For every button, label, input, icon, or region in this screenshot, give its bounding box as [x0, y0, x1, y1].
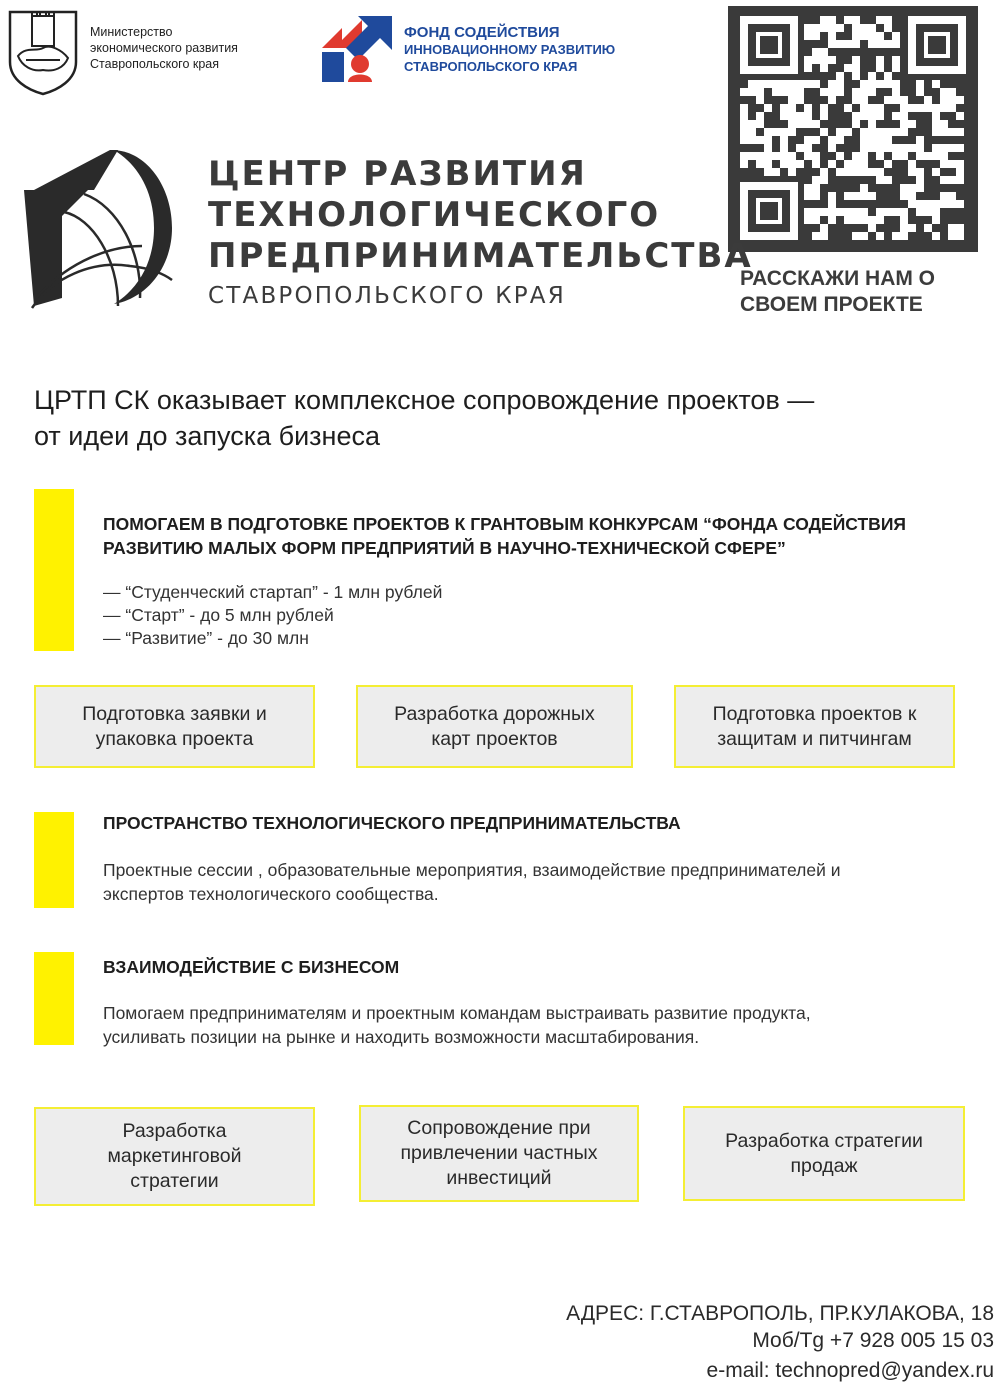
fund-line: ФОНД СОДЕЙСТВИЯ	[404, 24, 560, 41]
qr-caption	[740, 266, 990, 318]
section-title-line: ВЗАИМОДЕЙСТВИЕ С БИЗНЕСОМ	[103, 957, 400, 977]
service-line: продаж	[790, 1154, 858, 1177]
section-text-line: Помогаем предпринимателям и проектным командам выстраивать развитие продукта,	[103, 1003, 811, 1023]
service-box-pitching	[674, 685, 955, 768]
service-line: маркетинговой	[107, 1145, 242, 1167]
center-title-line: ПРЕДПРИНИМАТЕЛЬСТВА	[208, 236, 753, 276]
intro-line: от идеи до запуска бизнеса	[34, 421, 381, 451]
section-text-space	[103, 858, 973, 906]
section-text-line: усиливать позиции на рынке и находить возможности масштабирования.	[103, 1027, 700, 1047]
fund-logo-icon	[318, 12, 396, 86]
footer-phone[interactable]: Моб/Tg +7 928 005 15 03	[752, 1329, 994, 1352]
center-title	[208, 154, 753, 311]
fund-name	[404, 24, 615, 75]
service-line: стратегии	[130, 1170, 219, 1192]
service-line: инвестиций	[446, 1167, 552, 1189]
service-line: карт проектов	[431, 727, 558, 750]
qr-code[interactable]	[728, 6, 978, 252]
service-box-investments	[359, 1105, 639, 1202]
grant-list-item: — “Студенческий стартап” - 1 млн рублей	[103, 582, 443, 602]
section-title-line: РАЗВИТИЮ МАЛЫХ ФОРМ ПРЕДПРИЯТИЙ В НАУЧНО-ТЕХНИЧЕСКОЙ СФЕРЕ”	[103, 538, 786, 558]
section-text-line: экспертов технологического сообщества.	[103, 884, 439, 904]
grant-list	[103, 581, 442, 650]
section-accent-bar	[34, 489, 74, 651]
section-accent-bar	[34, 812, 74, 908]
service-box-sales	[683, 1106, 965, 1201]
qr-code-pattern	[728, 6, 978, 252]
footer-address: АДРЕС: Г.СТАВРОПОЛЬ, ПР.КУЛАКОВА, 18	[566, 1302, 994, 1325]
section-title-line: ПРОСТРАНСТВО ТЕХНОЛОГИЧЕСКОГО ПРЕДПРИНИМАТЕЛЬСТВА	[103, 813, 681, 833]
section-title-space	[103, 811, 973, 835]
section-title-line: ПОМОГАЕМ В ПОДГОТОВКЕ ПРОЕКТОВ К ГРАНТОВЫМ КОНКУРСАМ “ФОНДА СОДЕЙСТВИЯ	[103, 514, 906, 534]
section-title-business	[103, 955, 973, 979]
grant-list-item: — “Развитие” - до 30 млн	[103, 628, 309, 648]
center-title-line: ТЕХНОЛОГИЧЕСКОГО	[208, 195, 661, 235]
service-line: Разработка	[122, 1120, 227, 1142]
service-box-roadmaps	[356, 685, 633, 768]
ministry-emblem-logo	[6, 6, 80, 96]
intro-line: ЦРТП СК оказывает комплексное сопровождение проектов —	[34, 385, 815, 415]
service-line: Сопровождение при	[407, 1117, 591, 1139]
service-line: привлечении частных	[400, 1142, 598, 1164]
service-line: Подготовка проектов к	[712, 702, 917, 725]
center-subtitle: СТАВРОПОЛЬСКОГО КРАЯ	[208, 283, 566, 309]
ministry-line: Ставропольского края	[90, 57, 220, 71]
ministry-line: экономического развития	[90, 41, 238, 55]
ministry-line: Министерство	[90, 25, 173, 39]
service-line: Разработка стратегии	[725, 1129, 923, 1152]
grant-list-item: — “Старт” - до 5 млн рублей	[103, 605, 334, 625]
center-logo-icon	[22, 148, 182, 310]
service-box-marketing	[34, 1107, 315, 1206]
qr-caption-line: РАССКАЖИ НАМ О	[740, 267, 936, 290]
service-line: упаковка проекта	[95, 727, 254, 750]
footer-email[interactable]: e-mail: technopred@yandex.ru	[706, 1359, 994, 1382]
service-line: Подготовка заявки и	[82, 702, 267, 725]
section-title-grants	[103, 512, 973, 560]
qr-caption-line: СВОЕМ ПРОЕКТЕ	[740, 293, 923, 316]
fund-line: ИННОВАЦИОННОМУ РАЗВИТИЮ	[404, 42, 616, 57]
section-accent-bar	[34, 952, 74, 1045]
service-box-application	[34, 685, 315, 768]
intro-heading	[34, 382, 964, 454]
fund-line: СТАВРОПОЛЬСКОГО КРАЯ	[404, 59, 578, 74]
service-line: Разработка дорожных	[394, 702, 595, 725]
section-text-business	[103, 1001, 973, 1049]
service-line: защитам и питчингам	[717, 727, 912, 750]
center-title-line: ЦЕНТР РАЗВИТИЯ	[208, 154, 587, 194]
ministry-name	[90, 24, 238, 72]
section-text-line: Проектные сессии , образовательные мероприятия, взаимодействие предпринимателей и	[103, 860, 841, 880]
